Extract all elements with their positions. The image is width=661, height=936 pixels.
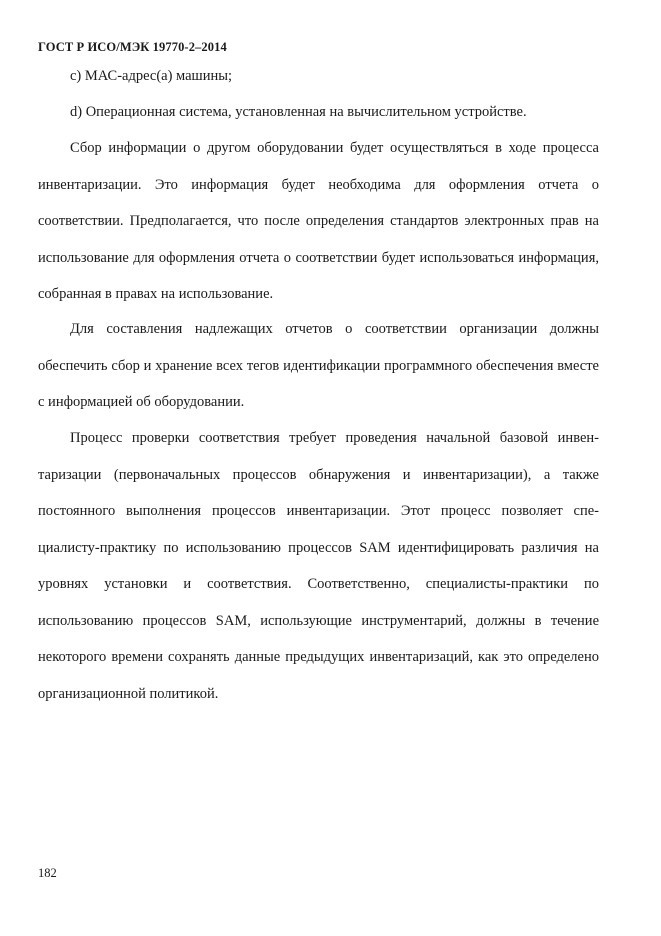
paragraph-compliance-reports: Для составления надлежащих отчетов о соответствии организации должны обеспечить сбор и хранение всех тегов идентификации программного обеспечения вместе с информацией об оборудовании. xyxy=(38,321,599,410)
paragraph-compliance-check: Процесс проверки соответствия требует проведения начальной базовой инвентаризации (первоначальных процессов обнаружения и инвентаризации), а также постоянного выполнения процессов инвентаризации. Этот процесс позволяет специалисту-практику по использованию процессов SAM идентифицировать различия на уровнях установки и соответствия. Соответственно, специалисты-практики по использованию процессов SAM, использующие инструментарий, должны в течение некоторого времени сохранять данные предыдущих инвентаризаций, как это определено организационной политикой. xyxy=(38,430,599,702)
page-number: 182 xyxy=(38,866,57,880)
document-header-standard-code: ГОСТ Р ИСО/МЭК 19770-2–2014 xyxy=(38,40,227,54)
list-item-mac-address: c) МАС-адрес(а) машины; xyxy=(70,68,233,84)
paragraph-hardware-info: Сбор информации о другом оборудовании будет осуществляться в ходе процесса инвентаризации. Это информация будет необходима для оформления отчета о соответствии. Предполагается, что после определения стандартов электронных прав на использование для оформления отчета о соответствии будет использоваться информация, собранная в правах на использование. xyxy=(38,140,599,302)
list-item-operating-system: d) Операционная система, установленная на вычислительном устройстве. xyxy=(70,104,527,120)
